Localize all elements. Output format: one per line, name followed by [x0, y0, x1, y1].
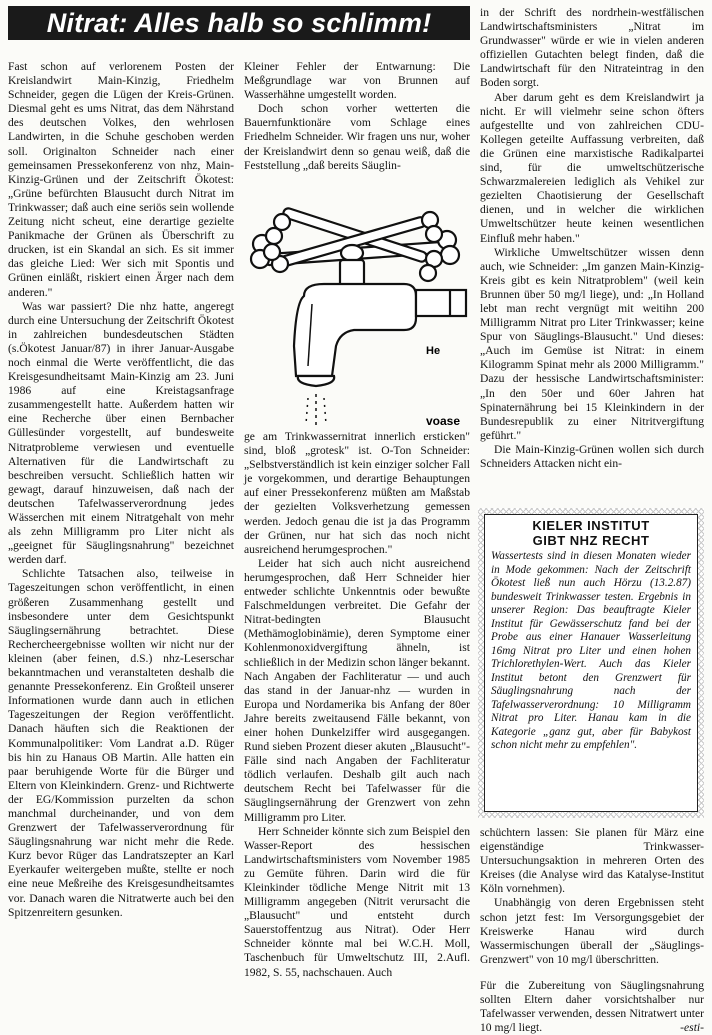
paragraph: Die Main-Kinzig-Grünen wollen sich durch Schneiders Attacken nicht ein-	[480, 442, 704, 470]
sidebar-box-text: Wassertests sind in diesen Monaten wieder in Mode gekommen: Nach der Zeitschrift Ökotest ließ nun auch Hörzu (13.2.87) bundesweit Trinkwasser testen. Ergebnis in unserer Region: Das beauftragte Kieler Institut für Gewässerschutz fand bei der Probe aus einer Hanauer Wasserleitung 16mg Nitrat pro Liter und einen hohen Trichlorethylen-Wert. Auch das Kieler Institut betont den Grenzwert für Säuglingsnahrung nach der Tafelwasserverordnung: 10 Milligramm Nitrat pro Liter. Hanau kam in die Kategorie „ganz gut, aber für Babykost schon nicht mehr zu empfehlen".	[491, 550, 691, 751]
sidebar-box-title-line2: GIBT NHZ RECHT	[532, 533, 650, 548]
paragraph: Kleiner Fehler der Entwarnung: Die Meßgrundlage war von Brunnen auf Wasserhähne umgestellt worden.	[244, 60, 470, 102]
closing-text: Für die Zubereitung von Säuglingsnahrung sollten Eltern daher vorsichtshalber nur Tafelwasser verwenden, dessen Nitratwert unter 10 mg/l liegt.	[480, 978, 704, 1035]
paragraph: schüchtern lassen: Sie planen für März eine eigenständige Trinkwasser-Untersuchungsaktion in mehreren Orten des Kreises (die Analyse wird das Katalyse-Institut Köln vornehmen).	[480, 826, 704, 896]
paragraph: Aber darum geht es dem Kreislandwirt ja nicht. Er will vielmehr seine schon öfters aufgestellte und von zahlreichen CDU-Kollegen geteilte Auffassung verbreiten, daß die Grünen eine marxistische Radikalpartei sind, für die umweltschützerische Schwarzmalereien lediglich als Vehikel zur gezielten Chaotisierung der Gesellschaft dienen, und in welcher die wirklichen Umweltschützer heute keinen wesentlichen Einfluß mehr haben."	[480, 90, 704, 245]
illustration-credit: voase	[426, 414, 461, 428]
sidebar-box	[478, 508, 704, 818]
author-signature: -esti-	[680, 1021, 704, 1035]
bone-faucet-icon	[244, 226, 470, 430]
paragraph: ge am Trinkwassernitrat innerlich ersticken" sind, bloß „grotesk" ist. O-Ton Schneider: „Selbstverständlich ist kein einziger solcher Fall je vorgekommen, und derartige Behauptungen auf einer Pressekonferenz müßten am Maßstab der gezielten Volksverhetzung gemessen werden. Jedoch genau die ist ja das Programm der Grünen, nur hat sich das noch nicht ausreichend herumgesprochen."	[244, 430, 470, 556]
faucet-illustration	[244, 226, 470, 430]
artist-signature: Hе	[426, 345, 441, 357]
paragraph: Herr Schneider könnte sich zum Beispiel den Wasser-Report des hessischen Landwirtschaftsministers vom November 1985 zu Gemüte führen. Darin wird die für Kleinkinder tödliche Menge Nitrit mit 13 Milligramm angegeben (Nitrit verursacht die „Blausucht" und entsteht durch Sauerstoffentzug aus Nitrat). Oder Herr Schneider könnte mal bei W.C.H. Moll, Taschenbuch für Umweltschutz III, 2.Aufl. 1982, S. 55, nachschauen. Auch	[244, 824, 470, 979]
paragraph: in der Schrift des nordrhein-westfälischen Landwirtschaftsministers „Nitrat im Grundwasser" würde er wie in vielen anderen offiziellen Gutachten belegt finden, daß die Landwirtschaft für den Nitrateintrag in den Boden sorgt.	[480, 6, 704, 90]
article-headline: Nitrat: Alles halb so schlimm!	[8, 6, 470, 40]
column-2-top	[244, 60, 470, 226]
column-3-top	[480, 6, 704, 506]
column-1	[8, 60, 234, 1024]
paragraph: Leider hat sich auch nicht ausreichend herumgesprochen, daß Herr Schneider hier entweder schlichte Unkenntnis oder bewußte Falschmeldungen verbreitet. Die Gefahr der Nitrat-bedingten Blausucht (Methämoglobinämie), deren Symptome einer Kohlenmonoxidvergiftung ähneln, ist schließlich in der Medizin schon länger bekannt. Nach Angaben der Fachliteratur — und auch das stand in der Januar-nhz — wurden in Europa und Nordamerika bis Anfang der 80er Jahre bereits zweitausend Fälle bekannt, von einer hohen Dunkelziffer wird ausgegangen. Rund sieben Prozent dieser akuten „Blausucht"-Fälle sind nach Angaben der Fachliteratur tödlich verlaufen. Deshalb gilt auch nach deutschem Recht bei Tafelwasser für die Säuglingsernährung der Grenzwert von zehn Milligramm pro Liter.	[244, 556, 470, 824]
sidebar-box-content	[484, 514, 698, 812]
column-2-bottom	[244, 430, 470, 1024]
sidebar-box-title-line1: KIELER INSTITUT	[532, 518, 650, 533]
paragraph: Schlichte Tatsachen also, teilweise in Tageszeitungen schon veröffentlicht, in einen größeren Zusammenhang gestellt und insbesondere unter dem Gesichtspunkt Säuglingsernährung betrachtet. Diese Rechercheergebnisse wollten wir nicht nur der kleinen (aber feinen, d.S.) nhz-Leserschar bekanntmachen und veranstalteten deshalb die genannte Pressekonferenz. Ein Großteil unserer Informationen wurde dann auch in etlichen Tageszeitungen der Region veröffentlicht. Danach häuften sich die Reaktionen der Kommunalpolitiker: Vom Landrat a.D. Rüger bis hin zu Hanaus OB Martin. Alle hatten ein paar beruhigende Worte für die Bürger und Eltern von Kleinkindern. Grenz- und Richtwerte der EG/Kommission purzelten da schon manchmal durcheinander, und von dem Grenzwert der Tafelwasserverordnung für Säuglingsnahrung war nicht mehr die Rede. Kurz bevor Rüger das Landratszepter an Karl Eyerkaufer weitergeben mußte, stellte er noch eine neue Meßreihe des Kreisgesundheitsamtes vor. Danach waren die Nitratwerte auch bei den Spitzenreitern gesunken.	[8, 567, 234, 919]
paragraph: Doch schon vorher wetterten die Bauernfunktionäre vom Schlage eines Friedhelm Schneider. Wir fragen uns nur, woher der Kreislandwirt denn so genau weiß, daß die Feststellung „daß bereits Säuglin-	[244, 102, 470, 172]
paragraph: Fast schon auf verlorenem Posten der Kreislandwirt Main-Kinzig, Friedhelm Schneider, gegen die Lügen der Kreis-Grünen. Diesmal geht es ums Nitrat, das dem Nährstand des deutschen Volkes, den wehrlosen Landwirten, in die Schuhe geschoben werden soll. Originalton Schneider nach einer gemeinsamen Pressekonferenz von nhz, Main-Kinzig-Grünen und der Zeitschrift Ökotest: „Grüne befürchten Blausucht durch Nitrat im Trinkwasser; daß auch eine seriös sein wollende Zeitung nicht scheut, eine derartige gezielte Panikmache der Grünen als Überschrift zu drucken, ist ein Skandal an sich. Es sit immer das gleiche Lied: Wer sich mit Spontis und Grünen einläßt, riskiert einen Ärger nach dem anderen."	[8, 60, 234, 299]
paragraph: Was war passiert? Die nhz hatte, angeregt durch eine Untersuchung der Zeitschrift Ökotest in zahlreichen bundesdeutschen Städten (s.Ökotest Januar/87) in ihrer Januar-Ausgabe noch einmal die Werte veröffentlicht, die das Kreisgesundheitsamt Main-Kinzig am 23. Juni 1986 auf eine Kreistagsanfrage zusammengestellt hatte. Außerdem hatten wir eine Recherche über einen Bernbacher Güllesünder vorgestellt, auf bundesweite Nitratprobleme verwiesen und eventuelle Alternativen für die Landwirtschaft zu beschreiben versucht. Schließlich hatten wir gewagt, darauf hinzuweisen, daß nach der deutschen Tafelwasserverordnung jedes Wässerchen mit einem Nitratgehalt von mehr als zehn Milligramm pro Liter nicht als „geeignet für Säuglingsnahrung" bezeichnet werden darf.	[8, 299, 234, 567]
column-3-bottom	[480, 826, 704, 1035]
paragraph: Wirkliche Umweltschützer wissen denn auch, wie Schneider: „Im ganzen Main-Kinzig-Kreis gibt es kein Nitratproblem" (weil kein Brunnen über 50 mg/l liege), und: „In Holland lebt man recht vergnügt mit weitihn 200 Milligramm Nitrat pro Liter Trinkwasser; keine Spur von Säuglings-Blausucht." Und dieses: „Auch im Gemüse ist Nitrat: in einem Kilogramm Spinat mehr als 2000 Milligramm." Dazu der hessische Landwirtschaftsminister: „In den 50er und 60er Jahren hat Spinaternährung bei 15 Kleinkindern in der Bundesrepublik zu einer Nitritvergiftung geführt."	[480, 245, 704, 442]
paragraph: Unabhängig von deren Ergebnissen steht schon jetzt fest: Im Versorgungsgebiet der Kreiswerke Hanau wird durch Wassermischungen überall der „Säuglings-Grenzwert" von 10 mg/l überschritten.	[480, 896, 704, 966]
paragraph	[480, 979, 704, 1035]
